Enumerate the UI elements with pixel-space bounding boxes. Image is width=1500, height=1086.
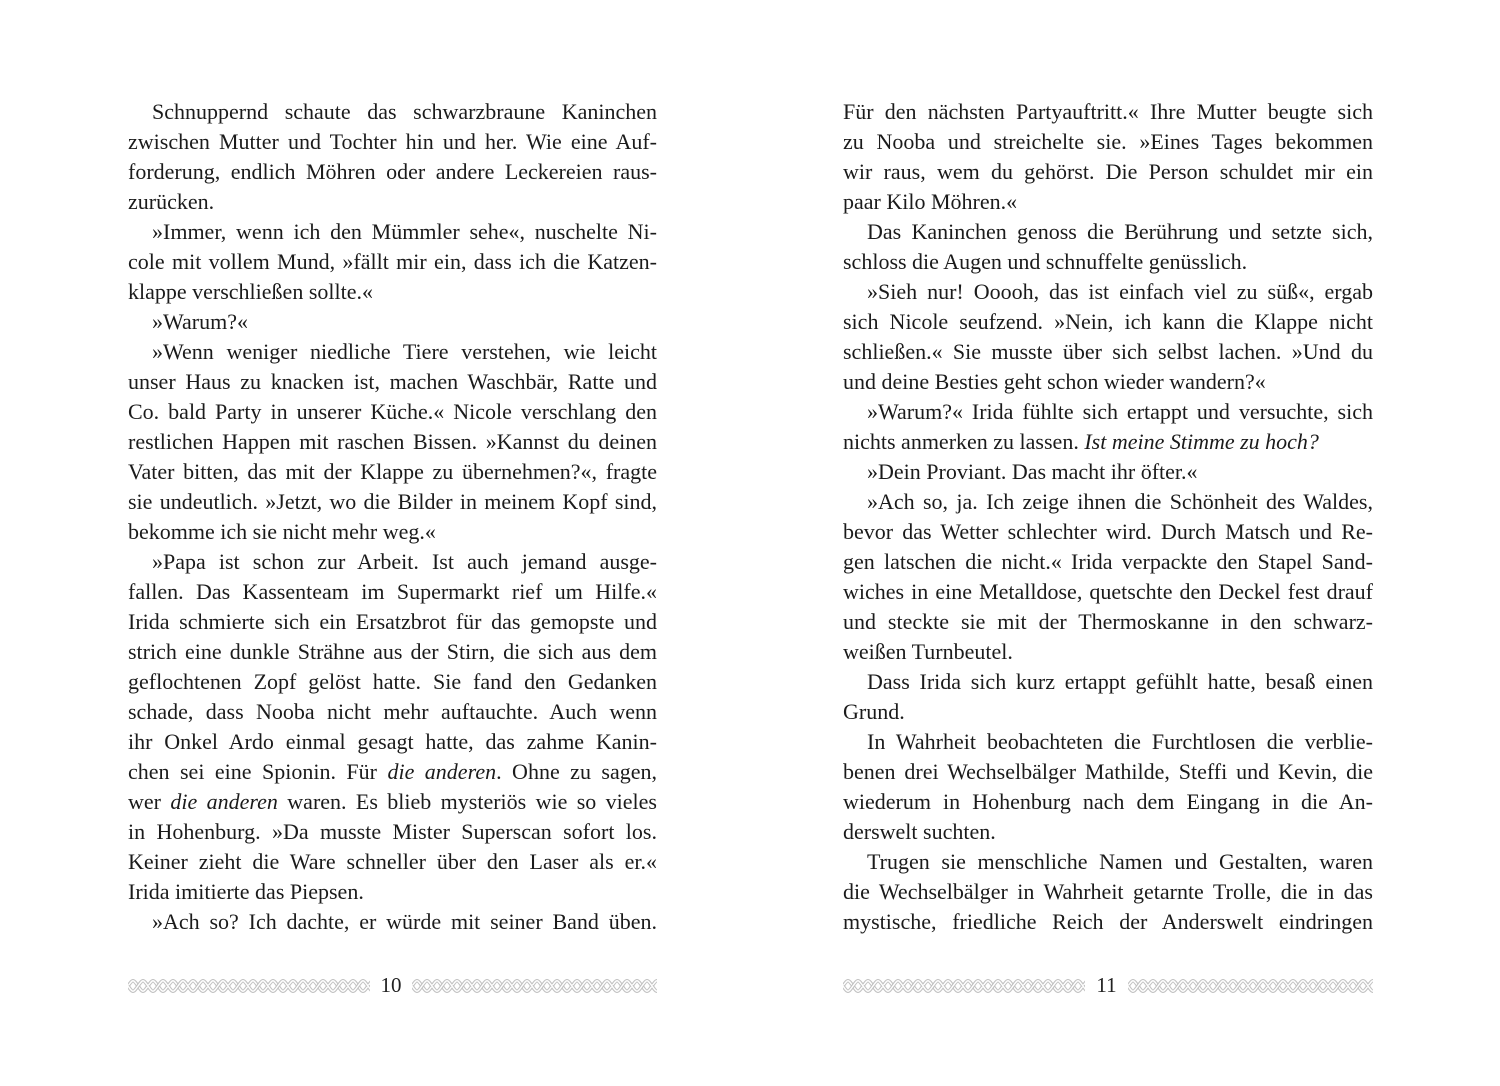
text-line: [128, 487, 657, 517]
text-line: [843, 637, 1373, 667]
text-segment: »Dein Proviant. Das macht ihr öfter.«: [867, 459, 1198, 484]
page-number: 10: [380, 973, 402, 997]
paragraph: [843, 667, 1373, 727]
text-segment: waren. Es blieb mysteriös wie so vieles: [277, 789, 657, 814]
text-line: [843, 277, 1373, 307]
text-line: [128, 157, 657, 187]
text-segment: »Ach so? Ich dachte, er würde mit seiner Band üben.: [152, 909, 657, 934]
text-line: [128, 787, 657, 817]
text-segment: wiches in eine Metalldose, quetschte den Deckel fest drauf: [843, 579, 1373, 604]
italic-text: Ist meine Stimme zu hoch?: [1084, 429, 1319, 454]
text-line: [843, 397, 1373, 427]
text-line: [128, 607, 657, 637]
text-line: [128, 907, 657, 937]
text-line: [843, 127, 1373, 157]
text-segment: Grund.: [843, 699, 905, 724]
paragraph: [843, 277, 1373, 397]
text-line: [128, 397, 657, 427]
text-segment: »Warum?« Irida fühlte sich ertappt und versuchte, sich: [867, 399, 1373, 424]
text-segment: In Wahrheit beobachteten die Furchtlosen die verblie-: [867, 729, 1373, 754]
text-segment: »Ach so, ja. Ich zeige ihnen die Schönheit des Waldes,: [867, 489, 1373, 514]
text-line: [843, 607, 1373, 637]
text-segment: schade, dass Nooba nicht mehr auftauchte. Auch wenn: [128, 699, 657, 724]
text-line: [843, 577, 1373, 607]
text-segment: benen drei Wechselbälger Mathilde, Steffi und Kevin, die: [843, 759, 1373, 784]
braid-ornament: [412, 976, 657, 996]
text-line: [128, 217, 657, 247]
text-segment: »Wenn weniger niedliche Tiere verstehen, wie leicht: [152, 339, 657, 364]
text-segment: Für den nächsten Partyauftritt.« Ihre Mutter beugte sich: [843, 99, 1373, 124]
text-segment: die Wechselbälger in Wahrheit getarnte Trolle, die in das: [843, 879, 1373, 904]
text-segment: derswelt suchten.: [843, 819, 996, 844]
text-line: [843, 487, 1373, 517]
text-segment: Vater bitten, das mit der Klappe zu übernehmen?«, fragte: [128, 459, 657, 484]
paragraph: [843, 847, 1373, 937]
italic-text: die anderen: [387, 759, 497, 784]
text-segment: nichts anmerken zu lassen.: [843, 429, 1085, 454]
text-segment: wiederum in Hohenburg nach dem Eingang in die An-: [843, 789, 1373, 814]
text-segment: Irida imitierte das Piepsen.: [128, 879, 364, 904]
text-segment: zwischen Mutter und Tochter hin und her. Wie eine Auf-: [128, 129, 657, 154]
text-line: [843, 247, 1373, 277]
text-segment: Irida schmierte sich ein Ersatzbrot für das gemopste und: [128, 609, 657, 634]
text-line: [843, 787, 1373, 817]
text-line: [128, 97, 657, 127]
text-segment: gen latschen die nicht.« Irida verpackte den Stapel Sand-: [843, 549, 1373, 574]
paragraph: [843, 487, 1373, 667]
paragraph: [128, 907, 657, 937]
text-segment: Keiner zieht die Ware schneller über den Laser als er.«: [128, 849, 657, 874]
braid-ornament: [128, 976, 370, 996]
paragraph: [128, 97, 657, 217]
italic-text: die anderen: [170, 789, 278, 814]
text-segment: weißen Turnbeutel.: [843, 639, 1013, 664]
text-segment: Dass Irida sich kurz ertappt gefühlt hatte, besaß einen: [867, 669, 1373, 694]
text-segment: und steckte sie mit der Thermoskanne in den schwarz-: [843, 609, 1373, 634]
paragraph: [843, 727, 1373, 847]
text-segment: wer: [128, 789, 171, 814]
text-segment: ihr Onkel Ardo einmal gesagt hatte, das zahme Kanin-: [128, 729, 657, 754]
paragraph: [843, 97, 1373, 217]
text-segment: sie undeutlich. »Jetzt, wo die Bilder in meinem Kopf sind,: [128, 489, 657, 514]
page-number: 11: [1096, 973, 1117, 997]
text-line: [843, 907, 1373, 937]
text-line: [843, 757, 1373, 787]
text-line: [843, 817, 1373, 847]
paragraph: [843, 217, 1373, 277]
text-line: [128, 247, 657, 277]
text-segment: bevor das Wetter schlechter wird. Durch Matsch und Re-: [843, 519, 1373, 544]
paragraph: [128, 217, 657, 307]
text-segment: bekomme ich sie nicht mehr weg.«: [128, 519, 436, 544]
text-line: [843, 217, 1373, 247]
text-segment: chen sei eine Spionin. Für: [128, 759, 388, 784]
text-segment: und deine Besties geht schon wieder wandern?«: [843, 369, 1266, 394]
text-segment: strich eine dunkle Strähne aus der Stirn, die sich aus dem: [128, 639, 657, 664]
text-line: [128, 877, 657, 907]
text-line: [843, 307, 1373, 337]
paragraph: [843, 457, 1373, 487]
text-segment: Schnuppernd schaute das schwarzbraune Kaninchen: [152, 99, 657, 124]
text-segment: cole mit vollem Mund, »fällt mir ein, dass ich die Katzen-: [128, 249, 657, 274]
text-line: [843, 157, 1373, 187]
text-line: [843, 877, 1373, 907]
text-segment: geflochtenen Zopf gelöst hatte. Sie fand den Gedanken: [128, 669, 657, 694]
text-segment: Das Kaninchen genoss die Berührung und setzte sich,: [867, 219, 1373, 244]
text-segment: . Ohne zu sagen,: [496, 759, 657, 784]
text-line: [843, 457, 1373, 487]
text-segment: in Hohenburg. »Da musste Mister Superscan sofort los.: [128, 819, 657, 844]
text-line: [843, 187, 1373, 217]
text-segment: Trugen sie menschliche Namen und Gestalten, waren: [867, 849, 1373, 874]
text-line: [128, 577, 657, 607]
text-segment: »Immer, wenn ich den Mümmler sehe«, nuschelte Ni-: [152, 219, 657, 244]
text-line: [843, 367, 1373, 397]
right-page-text: [843, 97, 1373, 937]
text-segment: wir raus, wem du gehörst. Die Person schuldet mir ein: [843, 159, 1373, 184]
text-line: [128, 127, 657, 157]
text-line: [128, 637, 657, 667]
paragraph: [843, 397, 1373, 457]
text-line: [843, 337, 1373, 367]
text-line: [843, 97, 1373, 127]
text-line: [128, 547, 657, 577]
text-line: [128, 727, 657, 757]
text-segment: fallen. Das Kassenteam im Supermarkt rief um Hilfe.«: [128, 579, 657, 604]
text-line: [843, 517, 1373, 547]
text-segment: forderung, endlich Möhren oder andere Leckereien raus-: [128, 159, 657, 184]
text-segment: unser Haus zu knacken ist, machen Waschbär, Ratte und: [128, 369, 657, 394]
text-segment: zu Nooba und streichelte sie. »Eines Tages bekommen: [843, 129, 1373, 154]
text-line: [843, 667, 1373, 697]
text-line: [843, 427, 1373, 457]
text-segment: schließen.« Sie musste über sich selbst lachen. »Und du: [843, 339, 1373, 364]
text-line: [128, 667, 657, 697]
text-line: [128, 757, 657, 787]
braid-ornament: [843, 976, 1085, 996]
text-line: [128, 697, 657, 727]
text-segment: sich Nicole seufzend. »Nein, ich kann die Klappe nicht: [843, 309, 1373, 334]
text-line: [128, 847, 657, 877]
text-line: [843, 697, 1373, 727]
text-segment: Co. bald Party in unserer Küche.« Nicole verschlang den: [128, 399, 657, 424]
text-segment: »Papa ist schon zur Arbeit. Ist auch jemand ausge-: [152, 549, 657, 574]
text-line: [843, 727, 1373, 757]
text-line: [128, 367, 657, 397]
text-line: [128, 187, 657, 217]
left-page-footer: [128, 974, 657, 996]
paragraph: [128, 547, 657, 907]
text-segment: zurücken.: [128, 189, 215, 214]
text-line: [843, 547, 1373, 577]
right-page-footer: [843, 974, 1373, 996]
text-line: [128, 457, 657, 487]
text-segment: mystische, friedliche Reich der Anderswelt eindringen: [843, 909, 1373, 934]
text-line: [128, 817, 657, 847]
text-segment: »Sieh nur! Ooooh, das ist einfach viel zu süß«, ergab: [867, 279, 1373, 304]
paragraph: [128, 307, 657, 337]
text-segment: schloss die Augen und schnuffelte genüsslich.: [843, 249, 1248, 274]
text-line: [128, 337, 657, 367]
text-line: [128, 427, 657, 457]
text-segment: »Warum?«: [152, 309, 248, 334]
braid-ornament: [1128, 976, 1373, 996]
text-line: [843, 847, 1373, 877]
text-line: [128, 277, 657, 307]
text-segment: paar Kilo Möhren.«: [843, 189, 1018, 214]
text-segment: restlichen Happen mit raschen Bissen. »Kannst du deinen: [128, 429, 657, 454]
text-segment: klappe verschließen sollte.«: [128, 279, 373, 304]
left-page-text: [128, 97, 657, 937]
right-page: [750, 0, 1500, 1086]
text-line: [128, 517, 657, 547]
text-line: [128, 307, 657, 337]
paragraph: [128, 337, 657, 547]
